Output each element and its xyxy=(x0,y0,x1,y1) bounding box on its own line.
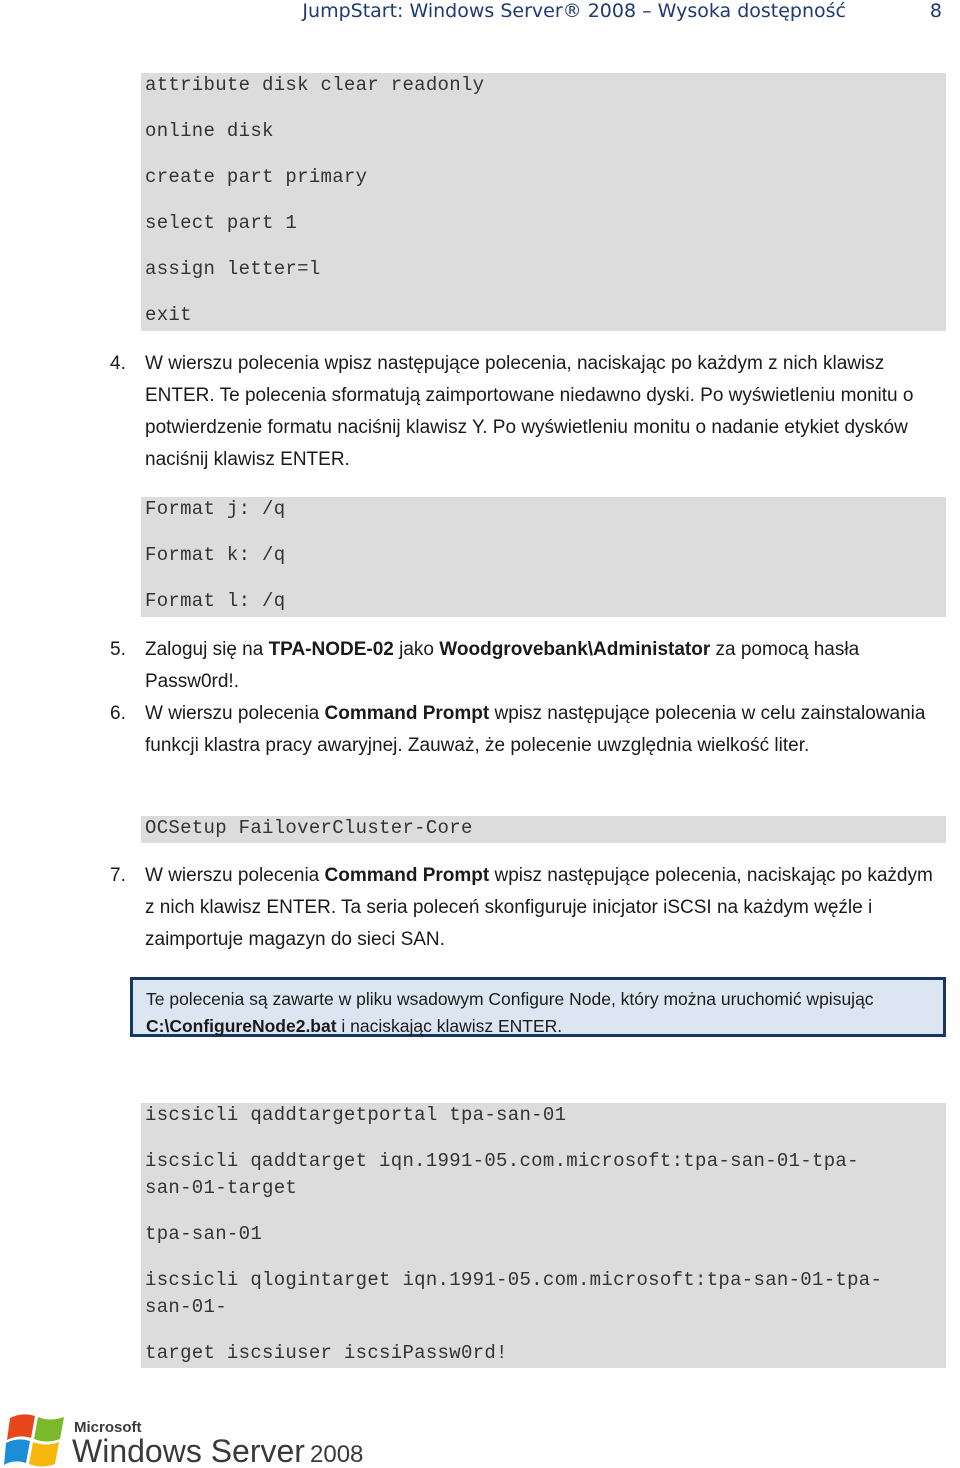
code-line: assign letter=l xyxy=(145,258,321,280)
code-line: create part primary xyxy=(145,166,368,188)
windows-flag-icon xyxy=(4,1414,64,1466)
step-number: 4. xyxy=(110,353,126,374)
step-5 xyxy=(110,634,940,698)
code-line: online disk xyxy=(145,120,274,142)
text-run: wpisz następujące polecenia, naciskając po każdym z nich klawisz ENTER. Ta seria poleceń skonfiguruje inicjator iSCSI na każdym węźle i zaimportuje magazyn do sieci SAN. xyxy=(145,865,933,950)
code-line: exit xyxy=(145,304,192,326)
text-run: Te polecenia są zawarte w pliku wsadowym Configure Node, który można uruchomić wpisując xyxy=(146,989,874,1009)
code-line: select part 1 xyxy=(145,212,298,234)
document-title: JumpStart: Windows Server® 2008 – Wysoka dostępność xyxy=(302,0,846,22)
batch-file-path: C:\ConfigureNode2.bat xyxy=(146,1016,337,1036)
code-line: iscsicli qlogintarget iqn.1991-05.com.microsoft:tpa-san-01-tpa- xyxy=(145,1269,883,1291)
page-number: 8 xyxy=(929,0,942,22)
code-line: Format k: /q xyxy=(145,544,286,566)
step-number: 6. xyxy=(110,703,126,724)
code-line: Format j: /q xyxy=(145,498,286,520)
code-line: san-01-target xyxy=(145,1177,298,1199)
text-run: Zaloguj się na xyxy=(145,639,269,660)
code-line: iscsicli qaddtarget iqn.1991-05.com.microsoft:tpa-san-01-tpa- xyxy=(145,1150,859,1172)
step-text xyxy=(145,634,940,698)
code-line: tpa-san-01 xyxy=(145,1223,263,1245)
note-text xyxy=(146,986,936,1040)
step-number: 7. xyxy=(110,865,126,886)
step-number: 5. xyxy=(110,639,126,660)
code-line: san-01- xyxy=(145,1296,227,1318)
code-line: OCSetup FailoverCluster-Core xyxy=(145,817,473,839)
version-wordmark: 2008 xyxy=(310,1441,364,1468)
microsoft-wordmark: Microsoft xyxy=(74,1419,142,1436)
text-run: W wierszu polecenia xyxy=(145,703,325,724)
windows-server-wordmark: Windows Server xyxy=(72,1433,305,1468)
text-run: W wierszu polecenia xyxy=(145,865,325,886)
windows-server-2008-logo xyxy=(4,1404,374,1468)
command-prompt-label: Command Prompt xyxy=(324,865,490,886)
code-line: attribute disk clear readonly xyxy=(145,74,485,96)
text-run: jako xyxy=(393,639,440,660)
command-prompt-label: Command Prompt xyxy=(324,703,490,724)
code-line: target iscsiuser iscsiPassw0rd! xyxy=(145,1342,508,1364)
step-text: W wierszu polecenia wpisz następujące polecenia, naciskając po każdym z nich klawisz ENTER. Te polecenia sformatują zaimportowane niedawno dyski. Po wyświetleniu monitu o potwierdzenie formatu naciśnij klawisz Y. Po wyświetleniu monitu o nadanie etykiet dysków naciśnij klawisz ENTER. xyxy=(145,353,914,470)
step-4 xyxy=(110,348,940,478)
step-text xyxy=(145,860,940,956)
step-text xyxy=(145,698,940,762)
text-run: za pomocą hasła Passw0rd!. xyxy=(145,639,860,692)
text-run: wpisz następujące polecenia w celu zainstalowania funkcji klastra pracy awaryjnej. Zauważ, że polecenie uwzględnia wielkość liter. xyxy=(145,703,926,756)
code-line: Format l: /q xyxy=(145,590,286,612)
account-name: Woodgrovebank\Administator xyxy=(439,639,711,660)
text-run: i naciskając klawisz ENTER. xyxy=(336,1016,563,1036)
step-7 xyxy=(110,860,940,956)
node-name: TPA-NODE-02 xyxy=(268,639,394,660)
code-line: iscsicli qaddtargetportal tpa-san-01 xyxy=(145,1104,567,1126)
code-block-diskpart xyxy=(141,73,946,331)
code-block-ocsetup xyxy=(141,816,946,843)
step-6 xyxy=(110,698,940,794)
note-box xyxy=(130,977,946,1037)
code-block-format xyxy=(141,497,946,617)
code-block-iscsicli xyxy=(141,1103,946,1368)
page-header xyxy=(0,0,960,28)
